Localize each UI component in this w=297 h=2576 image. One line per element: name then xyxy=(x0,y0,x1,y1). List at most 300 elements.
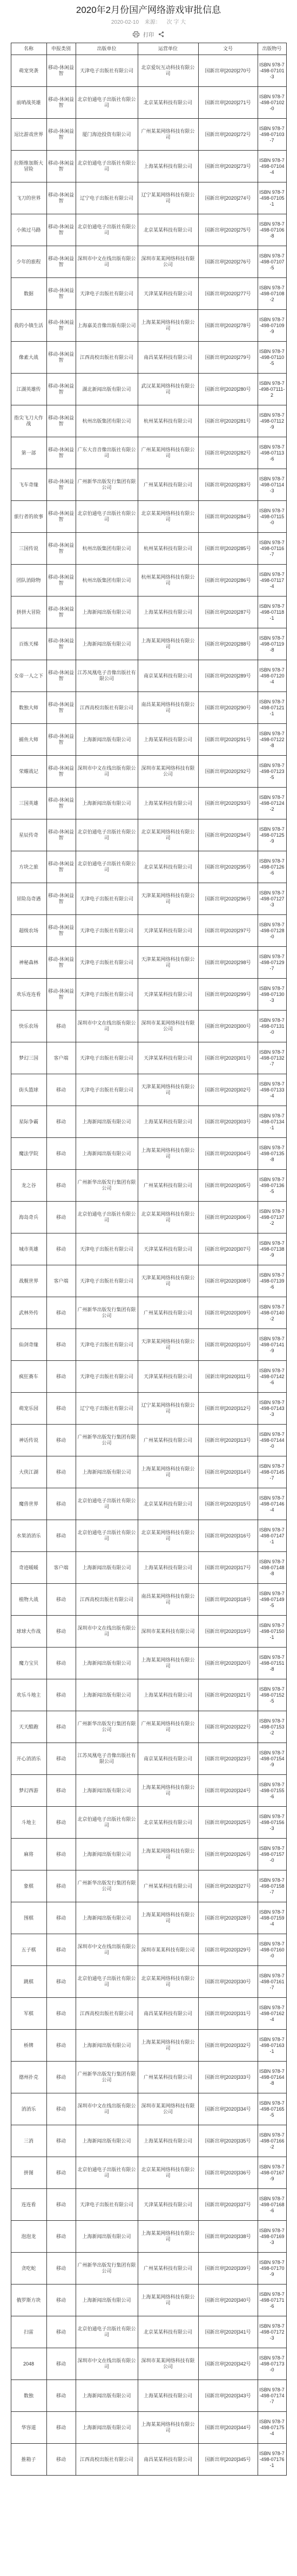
cell-approval-number: 国新出审[2020]337号 xyxy=(198,2189,258,2221)
cell-category: 移动 xyxy=(46,2093,76,2125)
cell-category: 移动 xyxy=(46,1329,76,1361)
cell-operator: 上海某某网络科技有限公司 xyxy=(138,1456,198,1488)
cell-isbn: ISBN 978-7-498-07135-8 xyxy=(258,1138,286,1170)
cell-name: 少年的旅程 xyxy=(11,246,46,278)
cell-isbn: ISBN 978-7-498-07174-7 xyxy=(258,2380,286,2412)
cell-isbn: ISBN 978-7-498-07145-7 xyxy=(258,1456,286,1488)
table-row xyxy=(11,660,286,692)
cell-isbn: ISBN 978-7-498-07147-1 xyxy=(258,1520,286,1552)
cell-publisher: 天津电子出版社有限公司 xyxy=(76,1361,138,1393)
cell-name: 百炼天梯 xyxy=(11,628,46,660)
cell-isbn: ISBN 978-7-498-07123-5 xyxy=(258,756,286,788)
cell-isbn: ISBN 978-7-498-07118-1 xyxy=(258,596,286,628)
cell-name: 仙剑奇缘 xyxy=(11,1329,46,1361)
cell-category: 移动 xyxy=(46,1934,76,1966)
cell-publisher: 北京伯通电子出版社有限公司 xyxy=(76,851,138,883)
cell-isbn: ISBN 978-7-498-07128-0 xyxy=(258,915,286,947)
cell-name: 球球大作战 xyxy=(11,1616,46,1648)
cell-publisher: 杭州出版集团有限公司 xyxy=(76,533,138,565)
cell-isbn: ISBN 978-7-498-07164-8 xyxy=(258,2062,286,2093)
cell-operator: 上海某某科技有限公司 xyxy=(138,2125,198,2157)
table-row xyxy=(11,533,286,565)
cell-approval-number: 国新出审[2020]306号 xyxy=(198,1202,258,1233)
table-row xyxy=(11,1488,286,1520)
cell-approval-number: 国新出审[2020]334号 xyxy=(198,2093,258,2125)
cell-operator: 上海某某网络科技有限公司 xyxy=(138,2412,198,2444)
table-row xyxy=(11,2030,286,2062)
cell-category: 移动 xyxy=(46,2253,76,2284)
cell-isbn: ISBN 978-7-498-07112-9 xyxy=(258,405,286,437)
table-row xyxy=(11,1456,286,1488)
table-row xyxy=(11,1265,286,1297)
table-row xyxy=(11,724,286,756)
table-row xyxy=(11,1074,286,1106)
cell-approval-number: 国新出审[2020]308号 xyxy=(198,1265,258,1297)
cell-publisher: 天津电子出版社有限公司 xyxy=(76,278,138,310)
cell-operator: 深圳市某某网络科技有限公司 xyxy=(138,246,198,278)
cell-name: 前哨战英雄 xyxy=(11,87,46,119)
cell-approval-number: 国新出审[2020]310号 xyxy=(198,1329,258,1361)
cell-category: 移动 xyxy=(46,2062,76,2093)
cell-operator: 上海某某网络科技有限公司 xyxy=(138,310,198,342)
cell-approval-number: 国新出审[2020]317号 xyxy=(198,1552,258,1584)
table-row xyxy=(11,342,286,374)
cell-category: 移动 xyxy=(46,2444,76,2476)
cell-isbn: ISBN 978-7-498-07176-1 xyxy=(258,2444,286,2476)
cell-publisher: 深圳市中文在线出版有限公司 xyxy=(76,1011,138,1042)
cell-name: 飞刀的世界 xyxy=(11,182,46,214)
cell-name: 数独 xyxy=(11,2380,46,2412)
cell-approval-number: 国新出审[2020]274号 xyxy=(198,182,258,214)
header-approval-number: 文号 xyxy=(198,43,258,55)
share-icon[interactable] xyxy=(157,31,165,37)
cell-isbn: ISBN 978-7-498-07111-2 xyxy=(258,374,286,405)
cell-publisher: 天津电子出版社有限公司 xyxy=(76,55,138,87)
cell-category: 移动-休闲益智 xyxy=(46,278,76,310)
cell-publisher: 上海新闻出版有限公司 xyxy=(76,2125,138,2157)
font-size-controls[interactable]: 次 字 大 xyxy=(166,19,186,25)
cell-operator: 天津某某网络科技有限公司 xyxy=(138,1074,198,1106)
cell-name: 魔兽世界 xyxy=(11,1488,46,1520)
cell-operator: 北京某某网络科技有限公司 xyxy=(138,2157,198,2189)
printer-icon[interactable] xyxy=(132,31,140,37)
table-row xyxy=(11,55,286,87)
cell-category: 客户端 xyxy=(46,1552,76,1584)
cell-publisher: 辽宁电子出版社有限公司 xyxy=(76,1393,138,1425)
cell-operator: 深圳市某某网络科技有限公司 xyxy=(138,2093,198,2125)
cell-name: 2048 xyxy=(11,2348,46,2380)
table-row xyxy=(11,756,286,788)
cell-name: 五子棋 xyxy=(11,1934,46,1966)
page-title: 2020年2月份国产网络游戏审批信息 xyxy=(76,5,221,15)
cell-operator: 北京某某科技有限公司 xyxy=(138,2316,198,2348)
cell-operator: 上海某某科技有限公司 xyxy=(138,1552,198,1584)
cell-approval-number: 国新出审[2020]341号 xyxy=(198,2316,258,2348)
cell-operator: 天津某某科技有限公司 xyxy=(138,1233,198,1265)
cell-name: 神话传说 xyxy=(11,1425,46,1456)
cell-category: 移动-休闲益智 xyxy=(46,596,76,628)
cell-category: 移动-休闲益智 xyxy=(46,788,76,819)
cell-approval-number: 国新出审[2020]305号 xyxy=(198,1170,258,1202)
cell-name: 拼拼大冒险 xyxy=(11,596,46,628)
cell-isbn: ISBN 978-7-498-07158-7 xyxy=(258,1870,286,1902)
cell-operator: 北京某某科技有限公司 xyxy=(138,1807,198,1839)
cell-category: 移动-休闲益智 xyxy=(46,342,76,374)
table-row xyxy=(11,1648,286,1679)
cell-isbn: ISBN 978-7-498-07130-3 xyxy=(258,979,286,1011)
cell-isbn: ISBN 978-7-498-07138-9 xyxy=(258,1233,286,1265)
cell-operator: 上海某某科技有限公司 xyxy=(138,596,198,628)
cell-category: 移动 xyxy=(46,2157,76,2189)
table-row xyxy=(11,1934,286,1966)
cell-name: 旅行者的故事 xyxy=(11,501,46,533)
cell-operator: 深圳市某某网络科技有限公司 xyxy=(138,1011,198,1042)
cell-publisher: 辽宁电子出版社有限公司 xyxy=(76,182,138,214)
cell-category: 移动-休闲益智 xyxy=(46,437,76,469)
cell-name: 连连看 xyxy=(11,2189,46,2221)
cell-isbn: ISBN 978-7-498-07129-7 xyxy=(258,947,286,979)
cell-name: 象棋 xyxy=(11,1870,46,1902)
cell-isbn: ISBN 978-7-498-07172-3 xyxy=(258,2316,286,2348)
cell-isbn: ISBN 978-7-498-07109-9 xyxy=(258,310,286,342)
cell-approval-number: 国新出审[2020]281号 xyxy=(198,405,258,437)
cell-operator: 北京某某科技有限公司 xyxy=(138,851,198,883)
cell-category: 移动 xyxy=(46,1202,76,1233)
cell-isbn: ISBN 978-7-498-07117-4 xyxy=(258,565,286,596)
cell-approval-number: 国新出审[2020]328号 xyxy=(198,1902,258,1934)
cell-isbn: ISBN 978-7-498-07157-0 xyxy=(258,1839,286,1870)
cell-approval-number: 国新出审[2020]309号 xyxy=(198,1297,258,1329)
cell-isbn: ISBN 978-7-498-07127-3 xyxy=(258,883,286,915)
cell-category: 移动-休闲益智 xyxy=(46,628,76,660)
cell-publisher: 广州新华出版发行集团有限公司 xyxy=(76,469,138,501)
cell-operator: 上海某某网络科技有限公司 xyxy=(138,1839,198,1870)
cell-publisher: 上海新闻出版有限公司 xyxy=(76,628,138,660)
cell-publisher: 江西高校出版社有限公司 xyxy=(76,692,138,724)
cell-approval-number: 国新出审[2020]299号 xyxy=(198,979,258,1011)
table-row xyxy=(11,596,286,628)
cell-publisher: 天津电子出版社有限公司 xyxy=(76,979,138,1011)
table-row xyxy=(11,1679,286,1711)
cell-operator: 杭州某某科技有限公司 xyxy=(138,533,198,565)
cell-operator: 上海某某科技有限公司 xyxy=(138,724,198,756)
cell-name: 团队消除物 xyxy=(11,565,46,596)
cell-operator: 上海某某网络科技有限公司 xyxy=(138,1775,198,1807)
cell-operator: 南京某某科技有限公司 xyxy=(138,660,198,692)
cell-approval-number: 国新出审[2020]291号 xyxy=(198,724,258,756)
cell-name: 萌宠突袭 xyxy=(11,55,46,87)
cell-publisher: 上海新闻出版有限公司 xyxy=(76,2221,138,2253)
cell-isbn: ISBN 978-7-498-07114-3 xyxy=(258,469,286,501)
cell-category: 移动 xyxy=(46,1584,76,1616)
cell-isbn: ISBN 978-7-498-07141-9 xyxy=(258,1329,286,1361)
cell-operator: 深圳市某某科技有限公司 xyxy=(138,1616,198,1648)
cell-category: 移动-休闲益智 xyxy=(46,660,76,692)
cell-isbn: ISBN 978-7-498-07170-9 xyxy=(258,2253,286,2284)
table-row xyxy=(11,2444,286,2476)
cell-name: 冒险岛奇遇 xyxy=(11,883,46,915)
cell-publisher: 北京伯通电子出版社有限公司 xyxy=(76,2157,138,2189)
cell-approval-number: 国新出审[2020]275号 xyxy=(198,214,258,246)
table-row xyxy=(11,1393,286,1425)
cell-operator: 南昌某某科技有限公司 xyxy=(138,342,198,374)
cell-category: 客户端 xyxy=(46,1265,76,1297)
cell-operator: 上海某某科技有限公司 xyxy=(138,1106,198,1138)
cell-approval-number: 国新出审[2020]325号 xyxy=(198,1807,258,1839)
cell-category: 移动 xyxy=(46,1648,76,1679)
cell-category: 移动 xyxy=(46,1520,76,1552)
cell-approval-number: 国新出审[2020]329号 xyxy=(198,1934,258,1966)
cell-isbn: ISBN 978-7-498-07120-4 xyxy=(258,660,286,692)
cell-name: 开心消消乐 xyxy=(11,1743,46,1775)
table-row xyxy=(11,1329,286,1361)
cell-name: 泡泡龙 xyxy=(11,2221,46,2253)
cell-name: 我的小镇生活 xyxy=(11,310,46,342)
cell-approval-number: 国新出审[2020]314号 xyxy=(198,1456,258,1488)
cell-publisher: 上海新闻出版有限公司 xyxy=(76,2380,138,2412)
cell-isbn: ISBN 978-7-498-07136-5 xyxy=(258,1170,286,1202)
cell-category: 移动-休闲益智 xyxy=(46,883,76,915)
table-row xyxy=(11,1042,286,1074)
cell-publisher: 北京伯通电子出版社有限公司 xyxy=(76,87,138,119)
cell-name: 推箱子 xyxy=(11,2444,46,2476)
cell-approval-number: 国新出审[2020]295号 xyxy=(198,851,258,883)
cell-category: 移动 xyxy=(46,1775,76,1807)
cell-operator: 杭州某某网络科技有限公司 xyxy=(138,565,198,596)
cell-name: 消消乐 xyxy=(11,2093,46,2125)
cell-name: 女帝一人之下 xyxy=(11,660,46,692)
table-row xyxy=(11,1807,286,1839)
cell-category: 移动-休闲益智 xyxy=(46,819,76,851)
cell-category: 移动 xyxy=(46,1711,76,1743)
cell-publisher: 上海新闻出版有限公司 xyxy=(76,1775,138,1807)
article-meta xyxy=(0,19,297,26)
print-label[interactable]: 打印 xyxy=(143,32,154,38)
cell-operator: 广州某某科技有限公司 xyxy=(138,2062,198,2093)
source-label: 来源： xyxy=(144,19,161,25)
cell-category: 移动 xyxy=(46,1170,76,1202)
table-row xyxy=(11,1998,286,2030)
cell-operator: 南昌某某网络科技有限公司 xyxy=(138,1584,198,1616)
table-row xyxy=(11,501,286,533)
cell-publisher: 深圳市中文在线出版有限公司 xyxy=(76,756,138,788)
cell-operator: 广州某某科技有限公司 xyxy=(138,1425,198,1456)
cell-category: 移动-休闲益智 xyxy=(46,469,76,501)
cell-category: 移动-休闲益智 xyxy=(46,979,76,1011)
cell-approval-number: 国新出审[2020]298号 xyxy=(198,947,258,979)
cell-name: 星辰传奇 xyxy=(11,819,46,851)
table-row xyxy=(11,182,286,214)
cell-approval-number: 国新出审[2020]286号 xyxy=(198,565,258,596)
table-row xyxy=(11,1616,286,1648)
cell-operator: 天津某某科技有限公司 xyxy=(138,278,198,310)
cell-operator: 南昌某某网络科技有限公司 xyxy=(138,692,198,724)
cell-approval-number: 国新出审[2020]327号 xyxy=(198,1870,258,1902)
table-row xyxy=(11,1138,286,1170)
cell-publisher: 北京伯通电子出版社有限公司 xyxy=(76,501,138,533)
cell-approval-number: 国新出审[2020]322号 xyxy=(198,1711,258,1743)
cell-name: 数独大师 xyxy=(11,692,46,724)
cell-approval-number: 国新出审[2020]338号 xyxy=(198,2221,258,2253)
cell-publisher: 上海新闻出版有限公司 xyxy=(76,1839,138,1870)
header-category: 申报类别 xyxy=(46,43,76,55)
cell-publisher: 天津电子出版社有限公司 xyxy=(76,947,138,979)
cell-category: 移动 xyxy=(46,1679,76,1711)
cell-publisher: 深圳市中文在线出版有限公司 xyxy=(76,2348,138,2380)
cell-publisher: 上海嘉美音像出版有限公司 xyxy=(76,310,138,342)
cell-category: 移动 xyxy=(46,2412,76,2444)
table-body xyxy=(11,55,286,2476)
table-row xyxy=(11,1011,286,1042)
cell-approval-number: 国新出审[2020]276号 xyxy=(198,246,258,278)
cell-isbn: ISBN 978-7-498-07113-6 xyxy=(258,437,286,469)
cell-category: 移动 xyxy=(46,1870,76,1902)
table-row xyxy=(11,692,286,724)
cell-publisher: 广州新华出版发行集团有限公司 xyxy=(76,1297,138,1329)
cell-category: 移动 xyxy=(46,1138,76,1170)
table-row xyxy=(11,2412,286,2444)
table-row xyxy=(11,1775,286,1807)
cell-name: 军棋 xyxy=(11,1998,46,2030)
cell-name: 像素大战 xyxy=(11,342,46,374)
cell-name: 围棋 xyxy=(11,1902,46,1934)
cell-isbn: ISBN 978-7-498-07168-6 xyxy=(258,2189,286,2221)
cell-name: 拉斯维加斯大冒险 xyxy=(11,151,46,182)
cell-approval-number: 国新出审[2020]313号 xyxy=(198,1425,258,1456)
cell-name: 萌宠乐园 xyxy=(11,1393,46,1425)
table-row xyxy=(11,1297,286,1329)
cell-category: 客户端 xyxy=(46,1042,76,1074)
cell-category: 移动 xyxy=(46,1456,76,1488)
cell-approval-number: 国新出审[2020]273号 xyxy=(198,151,258,182)
cell-name: 逗比游戏世界 xyxy=(11,119,46,151)
cell-approval-number: 国新出审[2020]302号 xyxy=(198,1074,258,1106)
table-row xyxy=(11,1170,286,1202)
cell-name: 植物大战 xyxy=(11,1584,46,1616)
cell-name: 梦幻三国 xyxy=(11,1042,46,1074)
cell-operator: 天津某某网络科技有限公司 xyxy=(138,883,198,915)
cell-operator: 北京某某科技有限公司 xyxy=(138,87,198,119)
cell-operator: 天津某某网络科技有限公司 xyxy=(138,1265,198,1297)
cell-operator: 上海某某科技有限公司 xyxy=(138,2380,198,2412)
cell-publisher: 上海新闻出版有限公司 xyxy=(76,2284,138,2316)
cell-approval-number: 国新出审[2020]319号 xyxy=(198,1616,258,1648)
cell-name: 龙之谷 xyxy=(11,1170,46,1202)
cell-operator: 南京某某科技有限公司 xyxy=(138,1743,198,1775)
cell-operator: 上海某某科技有限公司 xyxy=(138,151,198,182)
cell-publisher: 江苏凤凰电子音像出版社有限公司 xyxy=(76,660,138,692)
cell-isbn: ISBN 978-7-498-07131-0 xyxy=(258,1011,286,1042)
cell-name: 城市英雄 xyxy=(11,1233,46,1265)
table-row xyxy=(11,788,286,819)
cell-isbn: ISBN 978-7-498-07137-2 xyxy=(258,1202,286,1233)
cell-approval-number: 国新出审[2020]280号 xyxy=(198,374,258,405)
cell-name: 快乐农场 xyxy=(11,1011,46,1042)
cell-publisher: 上海新闻出版有限公司 xyxy=(76,724,138,756)
table-row xyxy=(11,947,286,979)
cell-operator: 辽宁某某网络科技有限公司 xyxy=(138,1393,198,1425)
cell-approval-number: 国新出审[2020]294号 xyxy=(198,819,258,851)
cell-approval-number: 国新出审[2020]300号 xyxy=(198,1011,258,1042)
cell-category: 移动-休闲益智 xyxy=(46,533,76,565)
cell-operator: 南昌某某科技有限公司 xyxy=(138,2444,198,2476)
cell-approval-number: 国新出审[2020]284号 xyxy=(198,501,258,533)
cell-publisher: 上海新闻出版有限公司 xyxy=(76,1138,138,1170)
cell-operator: 辽宁某某网络科技有限公司 xyxy=(138,182,198,214)
cell-publisher: 上海新闻出版有限公司 xyxy=(76,1648,138,1679)
cell-approval-number: 国新出审[2020]279号 xyxy=(198,342,258,374)
article-tools xyxy=(122,30,176,38)
cell-isbn: ISBN 978-7-498-07119-8 xyxy=(258,628,286,660)
approval-table xyxy=(11,43,287,2476)
cell-name: 战舰世界 xyxy=(11,1265,46,1297)
cell-name: 斗地主 xyxy=(11,1807,46,1839)
cell-approval-number: 国新出审[2020]336号 xyxy=(198,2157,258,2189)
cell-category: 移动 xyxy=(46,1106,76,1138)
cell-operator: 上海某某网络科技有限公司 xyxy=(138,2284,198,2316)
table-row xyxy=(11,565,286,596)
cell-name: 奇迹暖暖 xyxy=(11,1552,46,1584)
cell-publisher: 北京伯通电子出版社有限公司 xyxy=(76,214,138,246)
cell-approval-number: 国新出审[2020]297号 xyxy=(198,915,258,947)
table-row xyxy=(11,214,286,246)
cell-publisher: 深圳市中文在线出版有限公司 xyxy=(76,2093,138,2125)
cell-category: 移动-休闲益智 xyxy=(46,851,76,883)
table-row xyxy=(11,310,286,342)
cell-operator: 天津某某网络科技有限公司 xyxy=(138,1329,198,1361)
cell-name: 俄罗斯方块 xyxy=(11,2284,46,2316)
cell-approval-number: 国新出审[2020]285号 xyxy=(198,533,258,565)
cell-publisher: 天津电子出版社有限公司 xyxy=(76,1042,138,1074)
cell-operator: 广州某某科技有限公司 xyxy=(138,1870,198,1902)
cell-operator: 天津某某科技有限公司 xyxy=(138,1042,198,1074)
cell-operator: 深圳市某某科技有限公司 xyxy=(138,1934,198,1966)
cell-publisher: 上海新闻出版有限公司 xyxy=(76,596,138,628)
cell-name: 荣耀战记 xyxy=(11,756,46,788)
cell-approval-number: 国新出审[2020]283号 xyxy=(198,469,258,501)
table-row xyxy=(11,2093,286,2125)
cell-category: 移动 xyxy=(46,2284,76,2316)
cell-name: 魔法学院 xyxy=(11,1138,46,1170)
table-row xyxy=(11,2062,286,2093)
cell-approval-number: 国新出审[2020]293号 xyxy=(198,788,258,819)
cell-approval-number: 国新出审[2020]282号 xyxy=(198,437,258,469)
cell-isbn: ISBN 978-7-498-07161-7 xyxy=(258,1966,286,1998)
cell-publisher: 广州新华出版发行集团有限公司 xyxy=(76,1425,138,1456)
table-row xyxy=(11,2284,286,2316)
cell-operator: 北京某某科技有限公司 xyxy=(138,214,198,246)
cell-approval-number: 国新出审[2020]304号 xyxy=(198,1138,258,1170)
cell-category: 移动-休闲益智 xyxy=(46,915,76,947)
cell-category: 移动-休闲益智 xyxy=(46,756,76,788)
cell-category: 移动-休闲益智 xyxy=(46,405,76,437)
cell-approval-number: 国新出审[2020]318号 xyxy=(198,1584,258,1616)
cell-category: 移动-休闲益智 xyxy=(46,565,76,596)
header-name: 名称 xyxy=(11,43,46,55)
cell-isbn: ISBN 978-7-498-07150-1 xyxy=(258,1616,286,1648)
table-row xyxy=(11,246,286,278)
cell-isbn: ISBN 978-7-498-07146-4 xyxy=(258,1488,286,1520)
cell-category: 移动 xyxy=(46,1616,76,1648)
cell-isbn: ISBN 978-7-498-07162-4 xyxy=(258,1998,286,2030)
cell-approval-number: 国新出审[2020]333号 xyxy=(198,2062,258,2093)
table-row xyxy=(11,2189,286,2221)
table-row xyxy=(11,1233,286,1265)
cell-publisher: 上海新闻出版有限公司 xyxy=(76,2412,138,2444)
cell-isbn: ISBN 978-7-498-07108-2 xyxy=(258,278,286,310)
cell-name: 指尖飞刀大作战 xyxy=(11,405,46,437)
cell-name: 拼图 xyxy=(11,2157,46,2189)
